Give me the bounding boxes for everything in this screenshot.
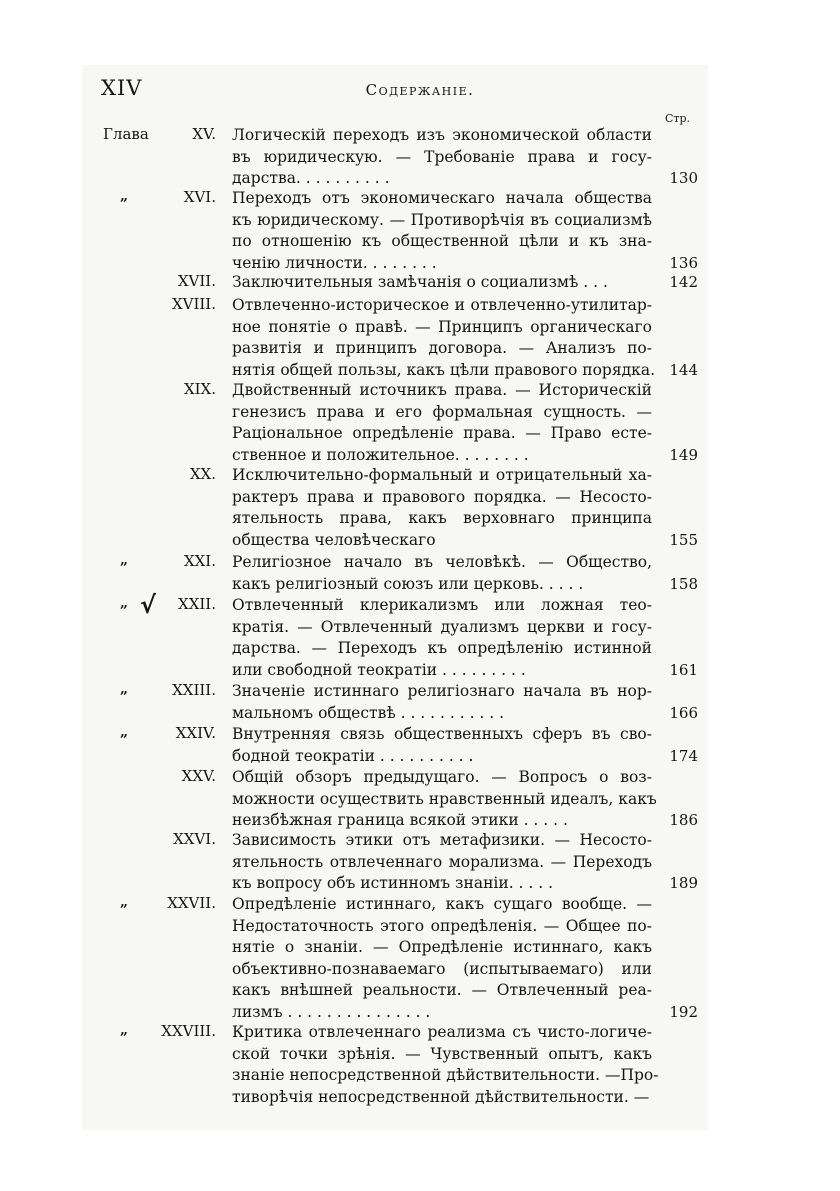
chapter-title (232, 830, 652, 895)
ditto-mark: „ (120, 595, 129, 611)
page-reference: 136 (669, 253, 698, 272)
page-reference: 166 (669, 703, 698, 722)
page-reference: 174 (669, 746, 698, 765)
chapter-title-line: въ юридическую. — Требованie права и госу- (232, 147, 652, 166)
chapter-title-line: или свободной теократiи . . . . . . . . . (232, 660, 526, 679)
chapter-title-line: мальномъ обществѣ . . . . . . . . . . . (232, 703, 505, 722)
chapter-title-line: ное понятiе о правѣ. — Принципъ органическаго (232, 317, 652, 336)
ditto-mark: „ (120, 1022, 129, 1038)
page-reference: 130 (669, 169, 698, 187)
chapter-title-line: Критика отвлеченнаго реализма съ чисто-логиче- (232, 1023, 652, 1041)
page-reference: 144 (669, 360, 698, 379)
chapter-title (232, 380, 652, 466)
chapter-title-line: Заключительныя замѣчанiя о социализмѣ . . . (232, 273, 608, 291)
chapter-title-line: лизмъ . . . . . . . . . . . . . . . (232, 1002, 431, 1021)
ditto-mark: „ (120, 894, 129, 910)
chapter-title-line: нятiе о знанiи. — Опредѣленiе истиннаго, какъ (232, 938, 652, 956)
ditto-mark: „ (120, 552, 129, 568)
chapter-title-line: дарства. — Переходъ къ опредѣленiю истинной (232, 639, 652, 657)
chapter-title-line: Значенiе истиннаго религiознаго начала въ нор- (232, 682, 652, 700)
chapter-number: XXVIII. (161, 1022, 216, 1040)
chapter-title-line: Религiозное начало въ человѣкѣ. — Общество, (232, 553, 652, 571)
chapter-title-line: Отвлеченно-историческое и отвлеченно-утилитар- (232, 296, 652, 314)
chapter-title-line: неизбѣжная граница всякой этики . . . . . (232, 811, 568, 829)
chapter-title (232, 724, 652, 767)
chapter-title (232, 595, 652, 681)
chapter-title (232, 465, 652, 551)
chapter-title (232, 188, 652, 274)
chapter-number: XXVI. (173, 830, 216, 848)
chapter-title-line: Переходъ отъ экономическаго начала общества (232, 189, 652, 207)
page-reference: 158 (669, 574, 698, 593)
chapter-title-line: объективно-познаваемаго (испытываемаго) или (232, 959, 652, 978)
chapter-number: XIX. (183, 380, 216, 398)
chapter-title (232, 1022, 659, 1108)
chapter-title (232, 552, 652, 595)
chapter-number: XXII. (178, 595, 216, 613)
chapter-title-line: Внутренняя связь общественныхъ сферъ въ сво- (232, 725, 652, 743)
chapter-title-line: Двойственный источникъ права. — Историческiй (232, 381, 652, 399)
chapter-title (232, 295, 656, 381)
chapter-title-line: ственное и положительное. . . . . . . . (232, 445, 529, 464)
chapter-title-line: генезисъ права и его формальная сущность. — (232, 402, 652, 421)
chapter-title-line: ской точки зрѣнiя. — Чувственный опытъ, какъ (232, 1044, 652, 1063)
chapter-title-line: Логическiй переходъ изъ экономической области (232, 126, 652, 144)
chapter-title (232, 767, 657, 832)
chapter-title-line: кратiя. — Отвлеченный дуализмъ церкви и госу- (232, 617, 652, 636)
chapter-title-line: къ вопросу объ истинномъ знанiи. . . . . (232, 874, 554, 892)
page-reference: 142 (669, 273, 698, 291)
chapter-title-line: общества человѣческаго (232, 530, 436, 549)
chapter-title (232, 125, 652, 190)
chapter-title-line: ченiю личности. . . . . . . . (232, 253, 437, 272)
chapter-title (232, 681, 652, 724)
page-reference: 149 (669, 445, 698, 464)
chapter-title-line: ятельность отвлеченнаго морализма. — Переходъ (232, 852, 652, 871)
page-reference: 186 (669, 811, 698, 829)
chapter-title-line: бодной теократiи . . . . . . . . . . (232, 746, 474, 765)
chapter-title-line: можности осуществить нравственный идеалъ, какъ (232, 789, 657, 808)
chapter-title-line: Исключительно-формальный и отрицательный ха- (232, 466, 652, 484)
chapter-number: XX. (189, 465, 216, 483)
page-number: XIV (101, 76, 143, 100)
chapter-number: XV. (192, 125, 216, 143)
chapter-title-line: дарства. . . . . . . . . . (232, 169, 390, 187)
chapter-title-line: Недостаточность этого опредѣленiя. — Общее по- (232, 916, 652, 935)
chapter-title-line: какъ внѣшней реальности. — Отвлеченный реа- (232, 981, 652, 999)
chapter-number: XVII. (177, 272, 216, 290)
chapter-title-line: тиворѣчiя непосредственной дѣйствительности. — (232, 1087, 650, 1106)
page-reference: 189 (669, 874, 698, 892)
chapter-title-line: Общiй обзоръ предыдущаго. — Вопросъ о воз- (232, 768, 652, 786)
chapter-number: XXIII. (172, 681, 216, 699)
page-reference: 192 (669, 1002, 698, 1021)
chapter-number: XXV. (181, 767, 216, 785)
chapter-title-line: ятельность права, какъ верховнаго принципа (232, 509, 652, 527)
chapter-title-line: Зависимость этики отъ метафизики. — Несосто- (232, 831, 652, 849)
chapter-title-line: Отвлеченный клерикализмъ или ложная тео- (232, 596, 652, 614)
handwritten-check-mark: √ (140, 591, 157, 619)
chapter-number: XVI. (183, 188, 216, 206)
page-reference: 161 (669, 660, 698, 679)
chapter-number: XXVII. (167, 894, 216, 912)
chapter-number: XVIII. (171, 295, 216, 313)
chapter-title-line: Опредѣленiе истиннаго, какъ сущаго вообще. — (232, 895, 652, 913)
ditto-mark: „ (120, 681, 129, 697)
chapter-title-line: нятiя общей пользы, какъ цѣли правового порядка. (232, 360, 656, 379)
page-column-label: Стр. (665, 112, 691, 125)
chapter-title-line: какъ религiозный союзъ или церковь. . . . . (232, 574, 584, 593)
chapter-title-line: по отношенiю къ общественной цѣли и къ зна- (232, 232, 652, 250)
page-title: Содержанie. (365, 81, 475, 99)
ditto-mark: „ (120, 188, 129, 204)
chapter-title-line: знанiе непосредственной дѣйствительности. —Про- (232, 1066, 659, 1084)
ditto-mark: „ (120, 724, 129, 740)
chapter-title (232, 894, 652, 1023)
chapter-title-line: развитiя и принципъ договора. — Анализъ по- (232, 339, 652, 357)
chapter-title-line: рактеръ права и правового порядка. — Несосто- (232, 487, 652, 506)
page-reference: 155 (669, 530, 698, 549)
chapter-number: XXIV. (175, 724, 216, 742)
chapter-label: Глава (103, 125, 149, 143)
chapter-number: XXI. (183, 552, 216, 570)
chapter-title-line: къ юридическому. — Противорѣчiя въ социализмѣ (232, 210, 652, 229)
chapter-title (232, 272, 652, 294)
chapter-title-line: Рацiональное опредѣленiе права. — Право есте- (232, 424, 652, 442)
